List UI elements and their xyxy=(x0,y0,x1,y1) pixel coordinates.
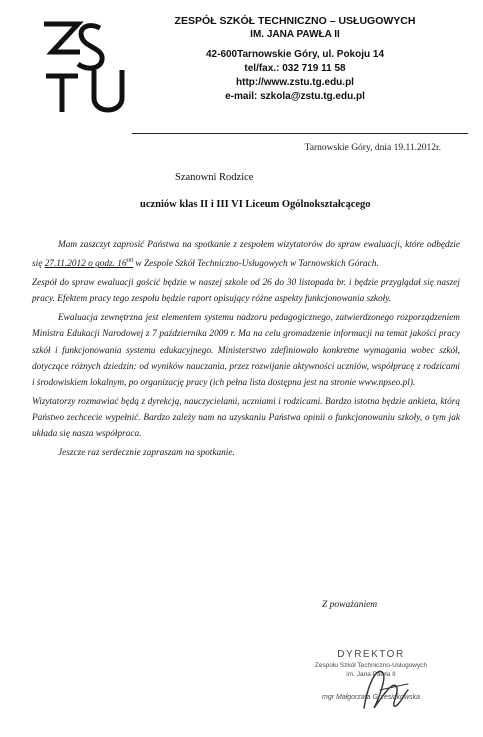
greeting: Szanowni Rodzice xyxy=(175,172,254,183)
school-phone: tel/fax.: 032 719 11 58 xyxy=(244,63,346,74)
stamp-role: DYREKTOR xyxy=(337,649,405,660)
meeting-date xyxy=(45,259,133,269)
meeting-date-text: 27.11.2012 o godz. 16 xyxy=(44,259,127,270)
addressee: uczniów klas II i III VI Liceum Ogólnokształcącego xyxy=(140,199,371,210)
stamp-school: Zespołu Szkół Techniczno-Usługowych xyxy=(314,662,428,669)
letter-date: Tarnowskie Góry, dnia 19.11.2012r. xyxy=(304,143,441,153)
paragraph-inspectors: Wizytatorzy rozmawiać będą z dyrekcją, nauczycielami, uczniami i rodzicami. Bardzo istotna będzie ankieta, którą Państwo zechcecie wypełnić. Bardzo zależy nam na uzyskaniu Państwa opinii o funkcjonowaniu szkoły, o tym jak układa się nasza współpraca. xyxy=(32,396,460,440)
stamp-patron: im. Jana Pawła II xyxy=(346,671,396,678)
signature xyxy=(358,664,414,714)
school-name: ZESPÓŁ SZKÓŁ TECHNICZNO – USŁUGOWYCH xyxy=(174,15,416,27)
header-divider xyxy=(132,133,468,134)
school-address: 42-600Tarnowskie Góry, ul. Pokoju 14 xyxy=(205,49,385,60)
paragraph-invitation-repeat: Jeszcze raz serdecznie zapraszam na spotkanie. xyxy=(58,447,235,458)
paragraph-text: Mam zaszczyt zaprosić Państwa na spotkanie z zespołem wizytatorów do spraw ewaluacji, które odbędzie się xyxy=(32,240,460,270)
stamp-director-name: mgr Małgorzata Grzesiakowska xyxy=(321,694,421,701)
letterhead xyxy=(150,14,440,104)
meeting-minutes: 00 xyxy=(126,257,134,265)
closing-salutation: Z poważaniem xyxy=(322,600,378,610)
zstu-logo xyxy=(38,18,134,118)
school-patron: IM. JANA PAWŁA II xyxy=(250,29,340,40)
school-website: http://www.zstu.tg.edu.pl xyxy=(236,77,354,88)
paragraph-text: w Zespole Szkół Techniczno-Usługowych w Tarnowskich Górach. xyxy=(133,259,379,270)
paragraph-invitation xyxy=(32,237,460,273)
paragraph-evaluation-team: Zespół do spraw ewaluacji gościć będzie w naszej szkole od 26 do 30 listopada br. i będzie przyglądał się naszej pracy. Efektem pracy tego zespołu będzie raport opisujący różne aspekty funkcjonowania szkoły. xyxy=(32,278,460,305)
school-email: e-mail: szkola@zstu.tg.edu.pl xyxy=(225,91,365,102)
letter-body xyxy=(32,237,460,464)
paragraph-external-evaluation: Ewaluacja zewnętrzna jest elementem systemu nadzoru pedagogicznego, zatwierdzonego rozporządzeniem Ministra Edukacji Narodowej z 7 października 2009 r. Ma na celu gromadzenie informacji na temat jakości pracy szkół i funkcjonowania systemu edukacyjnego. Ministerstwo zdefiniowało konkretne wymagania wobec szkół, dotyczące różnych dziedzin: od wyników nauczania, przez rozwijanie aktywności uczniów, współpracę z rodzicami i środowiskiem lokalnym, po organizację pracy (ich pełna lista dostępna jest na stronie www.npseo.pl). xyxy=(32,313,460,388)
